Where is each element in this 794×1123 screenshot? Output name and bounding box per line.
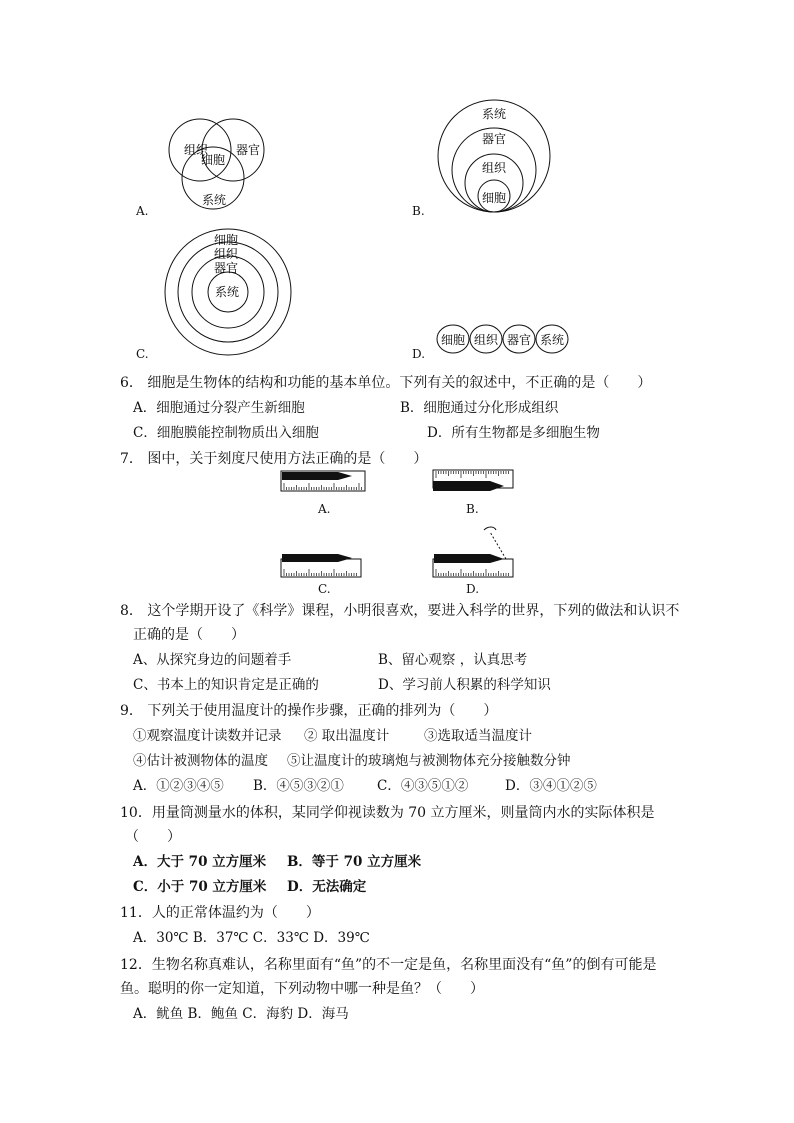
q6-option-c: C．细胞膜能控制物质出入细胞 — [133, 425, 319, 441]
diagram-a — [160, 108, 270, 218]
diagram-c-label-organ: 器官 — [214, 261, 239, 275]
diagram-d-label-organ: 器官 — [507, 333, 532, 347]
diagram-b — [436, 98, 556, 216]
q11-options: A．30℃ B．37℃ C．33℃ D．39℃ — [133, 930, 370, 946]
q9-stem: 9． 下列关于使用温度计的操作步骤，正确的排列为（ ） — [120, 703, 498, 719]
q8-option-c: C、书本上的知识肯定是正确的 — [133, 677, 319, 693]
diagram-c-label-system: 系统 — [215, 285, 240, 299]
diagram-d-label-tissue: 组织 — [474, 333, 499, 347]
q9-step-4: ④估计被测物体的温度 — [133, 753, 268, 769]
q10-option-c: C．小于 70 立方厘米 — [133, 879, 267, 895]
diagram-d-label-cell: 细胞 — [441, 333, 466, 347]
q7-label-d: D. — [466, 582, 480, 596]
q10-option-a: A．大于 70 立方厘米 — [133, 854, 267, 870]
diagram-a-label-system: 系统 — [202, 193, 227, 207]
diagram-b-label-organ: 器官 — [482, 132, 507, 146]
diagram-a-label-cell: 细胞 — [201, 153, 226, 167]
q6-option-b: B．细胞通过分化形成组织 — [400, 400, 559, 416]
diagram-c-label-tissue: 组织 — [214, 247, 239, 261]
ruler-figure-c — [280, 550, 366, 578]
q10-option-d: D．无法确定 — [287, 879, 367, 895]
q8-option-a: A、从探究身边的问题着手 — [133, 652, 292, 668]
q9-option-c: C．④③⑤①② — [377, 778, 469, 794]
q9-option-a: A．①②③④⑤ — [133, 778, 224, 794]
q8-option-d: D、学习前人积累的科学知识 — [378, 677, 551, 693]
q7-label-a: A. — [318, 502, 331, 516]
q10-option-b: B．等于 70 立方厘米 — [287, 854, 422, 870]
q8-option-b: B、留心观察 ，认真思考 — [378, 652, 528, 668]
diagram-c-option-label: C. — [136, 347, 149, 361]
q6-option-d: D．所有生物都是多细胞生物 — [427, 425, 600, 441]
q9-step-2: ② 取出温度计 — [304, 728, 390, 744]
diagram-b-option-label: B. — [412, 204, 425, 218]
q12-stem-line2: 鱼。聪明的你一定知道，下列动物中哪一种是鱼？（ ） — [120, 981, 484, 997]
q11-stem: 11．人的正常体温约为（ ） — [120, 905, 320, 921]
ruler-figure-d — [432, 526, 522, 578]
diagram-b-label-tissue: 组织 — [482, 161, 507, 175]
diagram-b-label-system: 系统 — [482, 107, 507, 121]
diagram-c — [163, 226, 295, 358]
diagram-b-label-cell: 细胞 — [482, 191, 507, 205]
q7-stem: 7． 图中，关于刻度尺使用方法正确的是（ ） — [120, 451, 428, 467]
q7-label-c: C. — [318, 582, 331, 596]
diagram-a-option-label: A. — [136, 204, 149, 218]
q9-step-5: ⑤让温度计的玻璃炮与被测物体充分接触数分钟 — [287, 753, 571, 769]
q10-stem-line2: （ ） — [125, 829, 181, 845]
diagram-d-option-label: D. — [412, 347, 426, 361]
q12-options: A．鱿鱼 B．鲍鱼 C．海豹 D．海马 — [133, 1006, 349, 1022]
q9-step-3: ③选取适当温度计 — [424, 728, 532, 744]
q9-option-d: D．③④①②⑤ — [505, 778, 597, 794]
q12-stem-line1: 12．生物名称真难认，名称里面有“鱼”的不一定是鱼，名称里面没有“鱼”的倒有可能是 — [120, 957, 657, 973]
ruler-figure-a — [280, 470, 366, 494]
q8-stem-line1: 8． 这个学期开设了《科学》课程，小明很喜欢，要进入科学的世界，下列的做法和认识不 — [120, 603, 680, 619]
q9-option-b: B．④⑤③②① — [253, 778, 344, 794]
q6-option-a: A．细胞通过分裂产生新细胞 — [133, 400, 305, 416]
q7-label-b: B. — [466, 502, 479, 516]
q6-stem: 6． 细胞是生物体的结构和功能的基本单位。下列有关的叙述中，不正确的是（ ） — [120, 375, 652, 391]
q10-stem-line1: 10．用量筒测量水的体积，某同学仰视读数为 70 立方厘米，则量筒内水的实际体积是 — [120, 805, 655, 821]
q9-step-1: ①观察温度计读数并记录 — [133, 728, 282, 744]
diagram-d — [436, 323, 572, 355]
diagram-d-label-system: 系统 — [540, 333, 565, 347]
q8-stem-line2: 正确的是（ ） — [133, 627, 245, 643]
ruler-figure-b — [432, 469, 514, 495]
diagram-a-label-organ: 器官 — [236, 143, 261, 157]
diagram-a-label-tissue: 组织 — [184, 143, 209, 157]
diagram-c-label-cell: 细胞 — [214, 233, 239, 247]
